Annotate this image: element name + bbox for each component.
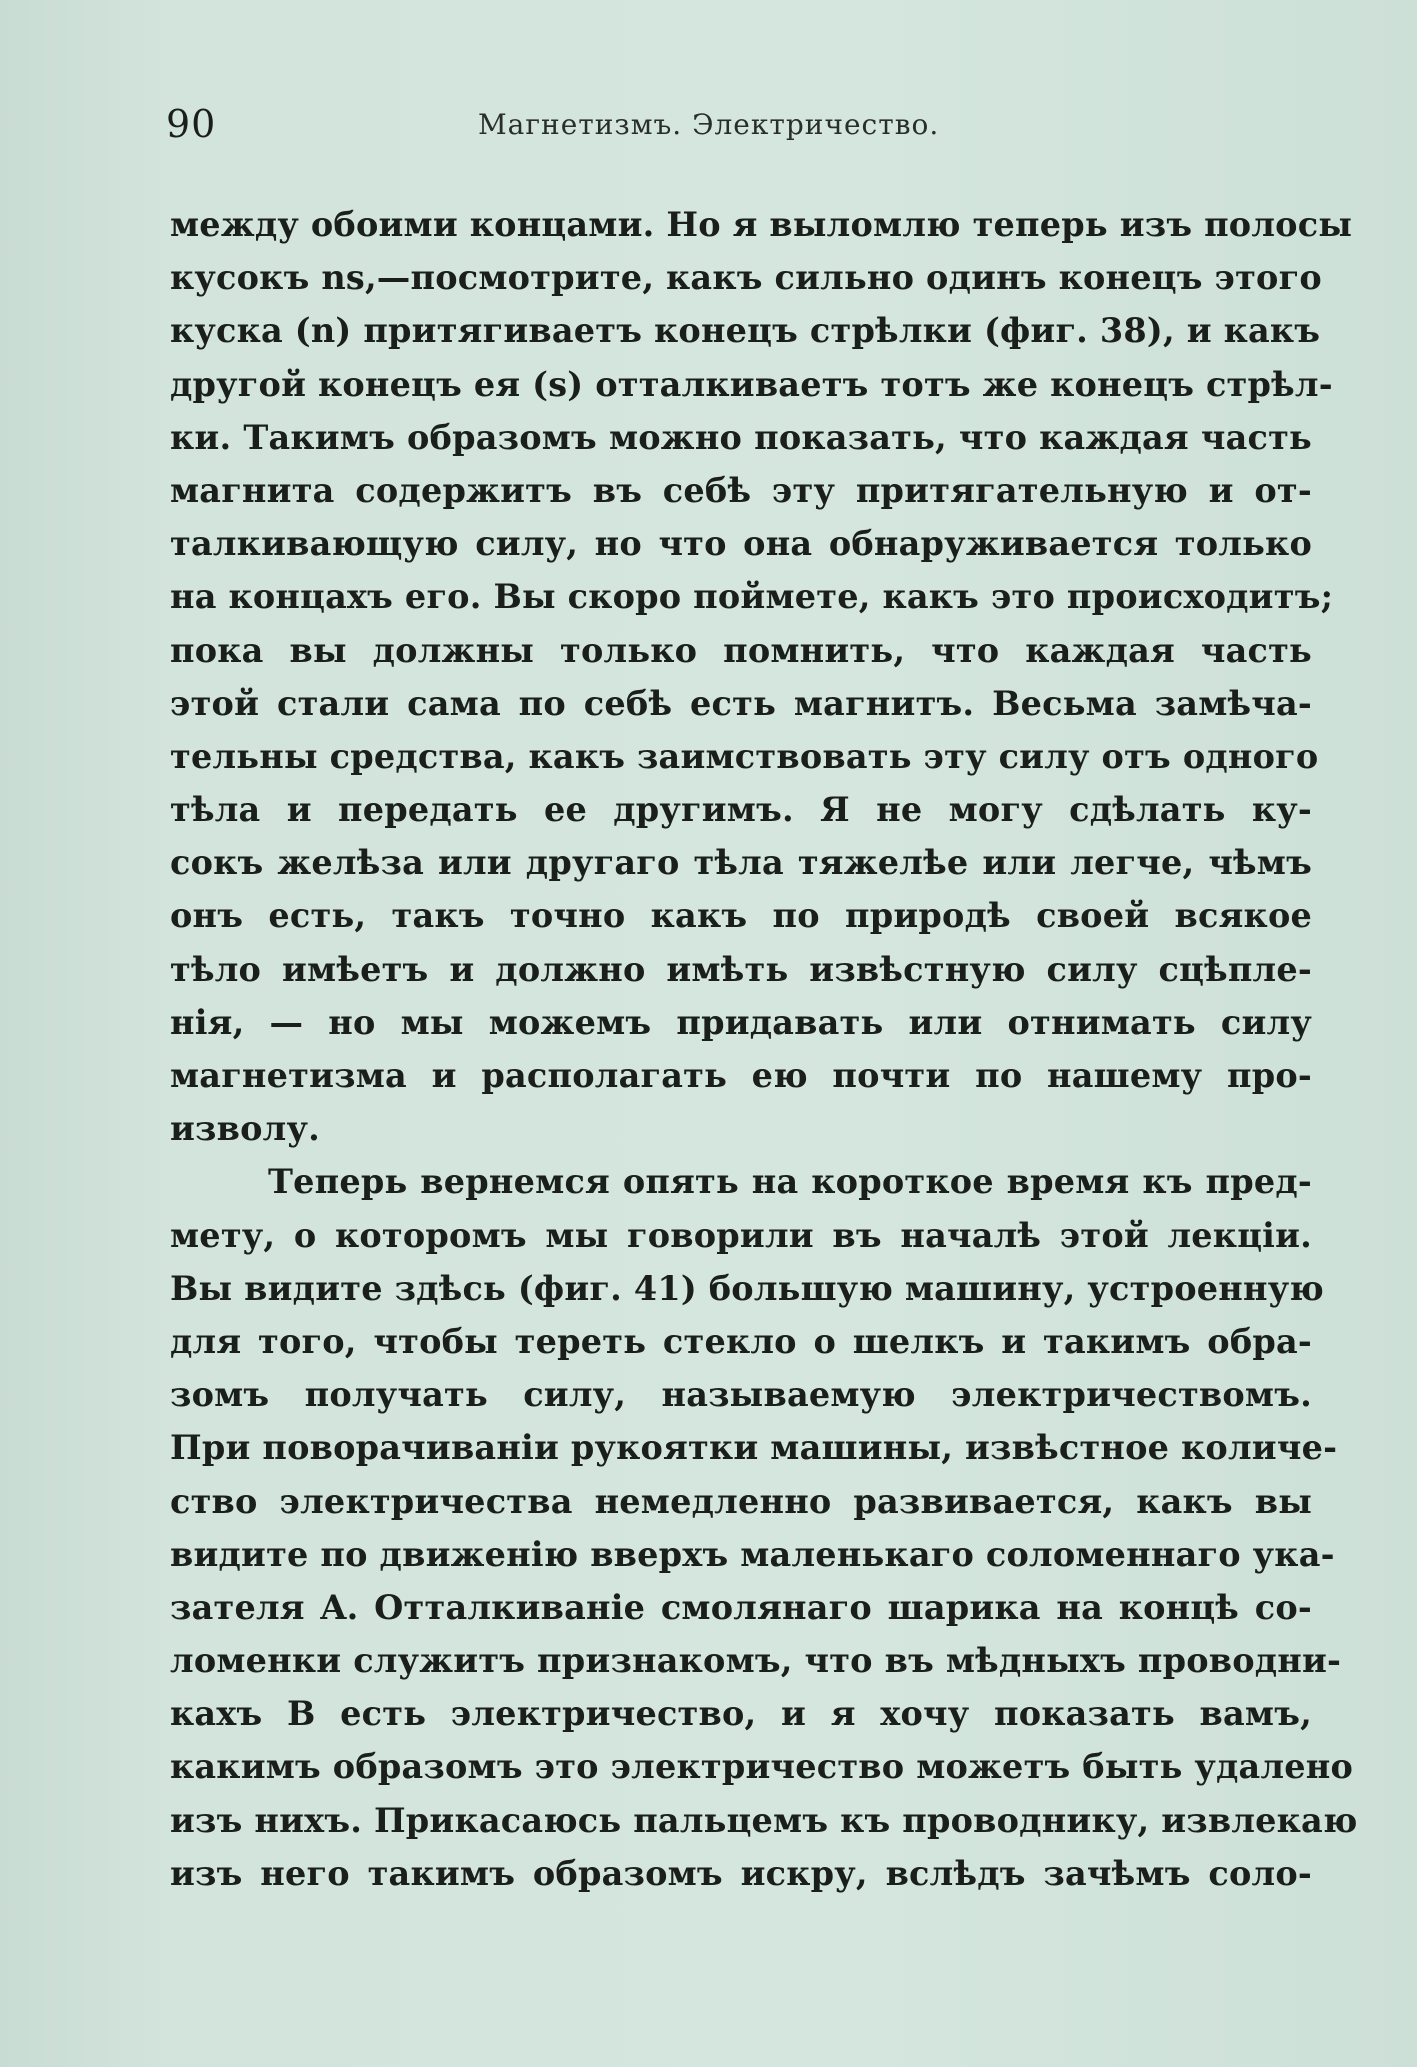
text-line: ломенки служитъ признакомъ, что въ мѣдныхъ проводни-	[170, 1641, 1342, 1681]
text-line: изъ нихъ. Прикасаюсь пальцемъ къ проводнику, извлекаю	[170, 1800, 1358, 1840]
text-line: зателя A. Отталкиваніе смолянаго шарика на концѣ со-	[170, 1587, 1312, 1627]
text-line: какимъ образомъ это электричество можетъ быть удалено	[170, 1747, 1354, 1787]
page-header	[166, 102, 1312, 152]
paragraph-last-line: изволу.	[170, 1109, 320, 1149]
text-line: магнетизма и располагать ею почти по нашему про-	[170, 1056, 1312, 1095]
text-line: кахъ B есть электричество, и я хочу показать вамъ,	[170, 1694, 1312, 1734]
text-line: этой стали сама по себѣ есть магнитъ. Весьма замѣча-	[170, 683, 1312, 723]
text-line: тѣла и передать ее другимъ. Я не могу сдѣлать ку-	[170, 790, 1312, 830]
text-line: видите по движенію вверхъ маленькаго соломеннаго ука-	[170, 1534, 1335, 1574]
running-title: Магнетизмъ. Электричество.	[478, 108, 940, 141]
text-line: на концахъ его. Вы скоро поймете, какъ это происходитъ;	[170, 577, 1334, 617]
text-line: Вы видите здѣсь (фиг. 41) большую машину, устроенную	[170, 1268, 1324, 1308]
text-line: изъ него такимъ образомъ искру, вслѣдъ зачѣмъ соло-	[170, 1853, 1312, 1893]
text-line: для того, чтобы тереть стекло о шелкъ и такимъ обра-	[170, 1321, 1312, 1361]
paragraph-first-line: Теперь вернемся опять на короткое время къ пред-	[268, 1162, 1312, 1202]
text-line: мету, о которомъ мы говорили въ началѣ этой лекціи.	[170, 1215, 1312, 1255]
text-line: зомъ получать силу, называемую электричествомъ.	[170, 1375, 1312, 1415]
body-text	[170, 198, 1358, 1900]
text-line: пока вы должны только помнить, что каждая часть	[170, 630, 1312, 670]
text-line: ство электричества немедленно развивается, какъ вы	[170, 1481, 1312, 1521]
text-line: тельны средства, какъ заимствовать эту силу отъ одного	[170, 736, 1319, 776]
text-line: другой конецъ ея (s) отталкиваетъ тотъ же конецъ стрѣл-	[170, 364, 1333, 404]
text-line: талкивающую силу, но что она обнаруживается только	[170, 524, 1312, 564]
text-line: ки. Такимъ образомъ можно показать, что каждая часть	[170, 417, 1312, 457]
page-number: 90	[166, 102, 217, 146]
text-line: сокъ желѣза или другаго тѣла тяжелѣе или легче, чѣмъ	[170, 843, 1312, 883]
text-line: онъ есть, такъ точно какъ по природѣ своей всякое	[170, 896, 1312, 936]
text-line: нія, — но мы можемъ придавать или отнимать силу	[170, 1002, 1312, 1042]
text-line: тѣло имѣетъ и должно имѣть извѣстную силу сцѣпле-	[170, 949, 1312, 989]
text-line: между обоими концами. Но я выломлю теперь изъ полосы	[170, 205, 1353, 244]
text-line: куска (n) притягиваетъ конецъ стрѣлки (фиг. 38), и какъ	[170, 311, 1321, 351]
text-line: кусокъ ns,—посмотрите, какъ сильно одинъ конецъ этого	[170, 258, 1322, 298]
text-line: При поворачиваніи рукоятки машины, извѣстное количе-	[170, 1428, 1338, 1468]
text-line: магнита содержитъ въ себѣ эту притягательную и от-	[170, 470, 1312, 510]
